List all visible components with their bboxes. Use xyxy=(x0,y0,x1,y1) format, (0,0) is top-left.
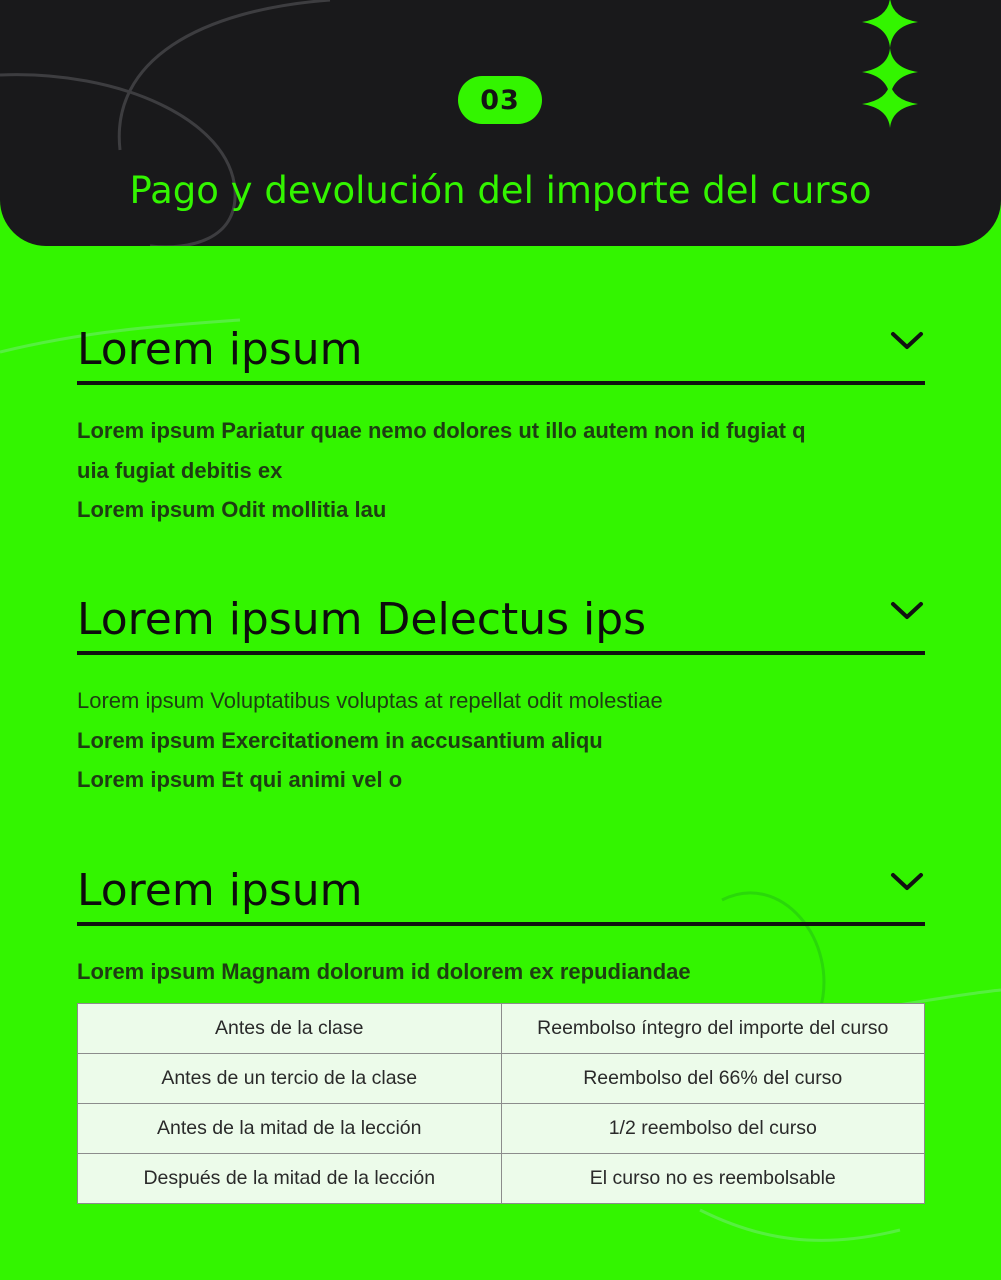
chevron-down-icon[interactable] xyxy=(889,328,925,354)
sparkle-icon xyxy=(858,0,922,130)
body-line: Lorem ipsum Odit mollitia lau xyxy=(77,497,387,522)
section-title: Lorem ipsum xyxy=(77,324,363,375)
table-row xyxy=(78,1104,925,1154)
page-title: Pago y devolución del importe del curso xyxy=(129,169,872,212)
section-body xyxy=(77,655,925,800)
table-cell: Antes de la mitad de la lección xyxy=(78,1104,502,1154)
table-row xyxy=(78,1004,925,1054)
section-number-badge: 03 xyxy=(458,76,542,124)
body-line: Lorem ipsum Voluptatibus voluptas at repellat odit molestiae xyxy=(77,688,663,713)
table-cell: Después de la mitad de la lección xyxy=(78,1154,502,1204)
refund-table xyxy=(77,1003,925,1204)
accordion-header-3[interactable] xyxy=(77,867,925,926)
body-line: Lorem ipsum Et qui animi vel o xyxy=(77,767,403,792)
header-panel xyxy=(0,0,1001,246)
accordion-section-1 xyxy=(77,326,925,530)
chevron-down-icon[interactable] xyxy=(889,598,925,624)
accordion-header-2[interactable] xyxy=(77,596,925,655)
accordion-section-2 xyxy=(77,596,925,800)
chevron-down-icon[interactable] xyxy=(889,869,925,895)
accordion-section-3 xyxy=(77,867,925,992)
table-cell: Antes de la clase xyxy=(78,1004,502,1054)
body-line: Lorem ipsum Pariatur quae nemo dolores ut illo autem non id fugiat q xyxy=(77,418,806,443)
table-cell: 1/2 reembolso del curso xyxy=(501,1104,925,1154)
table-row xyxy=(78,1154,925,1204)
table-cell: Reembolso del 66% del curso xyxy=(501,1054,925,1104)
section-body xyxy=(77,926,925,992)
table-cell: El curso no es reembolsable xyxy=(501,1154,925,1204)
table-row xyxy=(78,1054,925,1104)
body-line: Lorem ipsum Magnam dolorum id dolorem ex repudiandae xyxy=(77,959,691,984)
body-line: uia fugiat debitis ex xyxy=(77,457,283,483)
section-title: Lorem ipsum Delectus ips xyxy=(77,594,647,645)
table-cell: Reembolso íntegro del importe del curso xyxy=(501,1004,925,1054)
section-body xyxy=(77,385,925,530)
body-line: Lorem ipsum Exercitationem in accusantium aliqu xyxy=(77,727,603,753)
accordion-header-1[interactable] xyxy=(77,326,925,385)
section-title: Lorem ipsum xyxy=(77,865,363,916)
table-cell: Antes de un tercio de la clase xyxy=(78,1054,502,1104)
